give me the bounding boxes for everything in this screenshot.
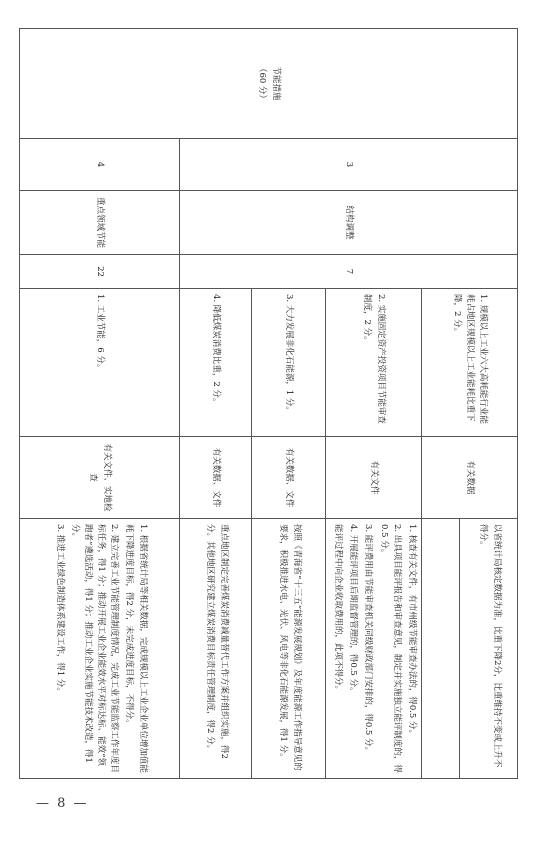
- criteria-text: 以省统计局核定数据为准，比重下降2分，比重维持不变或上升不得分。: [478, 524, 502, 768]
- method-cell: 有关文件: [325, 437, 421, 519]
- section-name-cell: 结构调整: [179, 191, 517, 255]
- item-cell: 1. 规模以上工业六大高耗能行业能耗占地区规模以上工业能耗比重下降，2 分。: [422, 289, 518, 437]
- index-cell: 3: [179, 139, 517, 191]
- score-cell: 7: [179, 255, 517, 289]
- table-row: [460, 29, 518, 779]
- criteria-text: 能评过程中向企业收取费用的，此项不得分。: [333, 524, 344, 695]
- score-cell: 22: [19, 255, 179, 289]
- item-cell: 1. 工业节能，6 分。: [19, 289, 179, 437]
- method-cell: 有关文件、实地检查: [19, 437, 179, 519]
- page-number: — 8 —: [36, 796, 89, 811]
- criteria-text: 3. 推进工业绿色制造体系建设工作，得1 分。: [54, 524, 65, 696]
- criteria-text: 重点地区制定完善煤炭消费减量替代工作方案并组织实施，得2 分。其他地区研究建立煤炭消费目标责任管理制度，得2 分。: [205, 524, 229, 759]
- method-cell: 有关数据: [422, 437, 518, 519]
- criteria-cell: [325, 519, 421, 779]
- table-row: [19, 29, 179, 779]
- item-cell: 4. 降低煤炭消费比重，2 分。: [179, 289, 251, 437]
- section-name-cell: 重点领域节能: [19, 191, 179, 255]
- item-cell: 3. 大力发展非化石能源，1 分。: [251, 289, 325, 437]
- index-cell: 4: [19, 139, 179, 191]
- rotated-table-page: [24, 28, 518, 778]
- criteria-cell: [179, 519, 251, 779]
- criteria-text: 3. 能评费用由节能审查机关同级财政部门安排的，得0.5 分。: [363, 524, 374, 756]
- criteria-text: 1. 核查有关文件，有市州级节能审查办法的，得0.5 分。: [407, 524, 417, 739]
- criteria-text: 按照《青海省“十三五”能源发展规划》及年度能源工作指导意见的要求，积极推进水电、光伏、风电等非化石能源发展，得1 分。: [278, 524, 302, 771]
- criteria-cell: [19, 519, 179, 779]
- criteria-cell-empty: [422, 519, 460, 779]
- criteria-cell: [251, 519, 325, 779]
- method-cell: 有关数据、文件: [179, 437, 251, 519]
- criteria-text: 4. 开展能评项目后期监督管理的，得0.5 分。: [348, 524, 359, 696]
- method-cell: 有关数据、文件: [251, 437, 325, 519]
- criteria-text: 2. 出具项目能评报告和审查意见，制定并实施独立能评制度的，得0.5 分。: [378, 524, 402, 773]
- evaluation-table: [19, 28, 518, 779]
- criteria-text: 1. 根据省统计局等相关数据，完成规模以上工业企业单位增加值能耗下降进度目标，得2 分，未完成进度目标，不得分。: [124, 524, 148, 773]
- criteria-text: 2. 建立完善工业节能管理制度情况，完成工业节能监察工作年度目标任务，得1 分；推动开展工业企业能效水平对标达标、能效“领跑者”遴选活动，得1 分；推动工业企业实施节能技术改造，得1 分。: [69, 524, 120, 773]
- category-cell: 节能措施 （60 分）: [19, 29, 517, 139]
- criteria-cell: [460, 519, 518, 779]
- item-cell: 2. 实施固定资产投资项目节能审查制度，2 分。: [325, 289, 421, 437]
